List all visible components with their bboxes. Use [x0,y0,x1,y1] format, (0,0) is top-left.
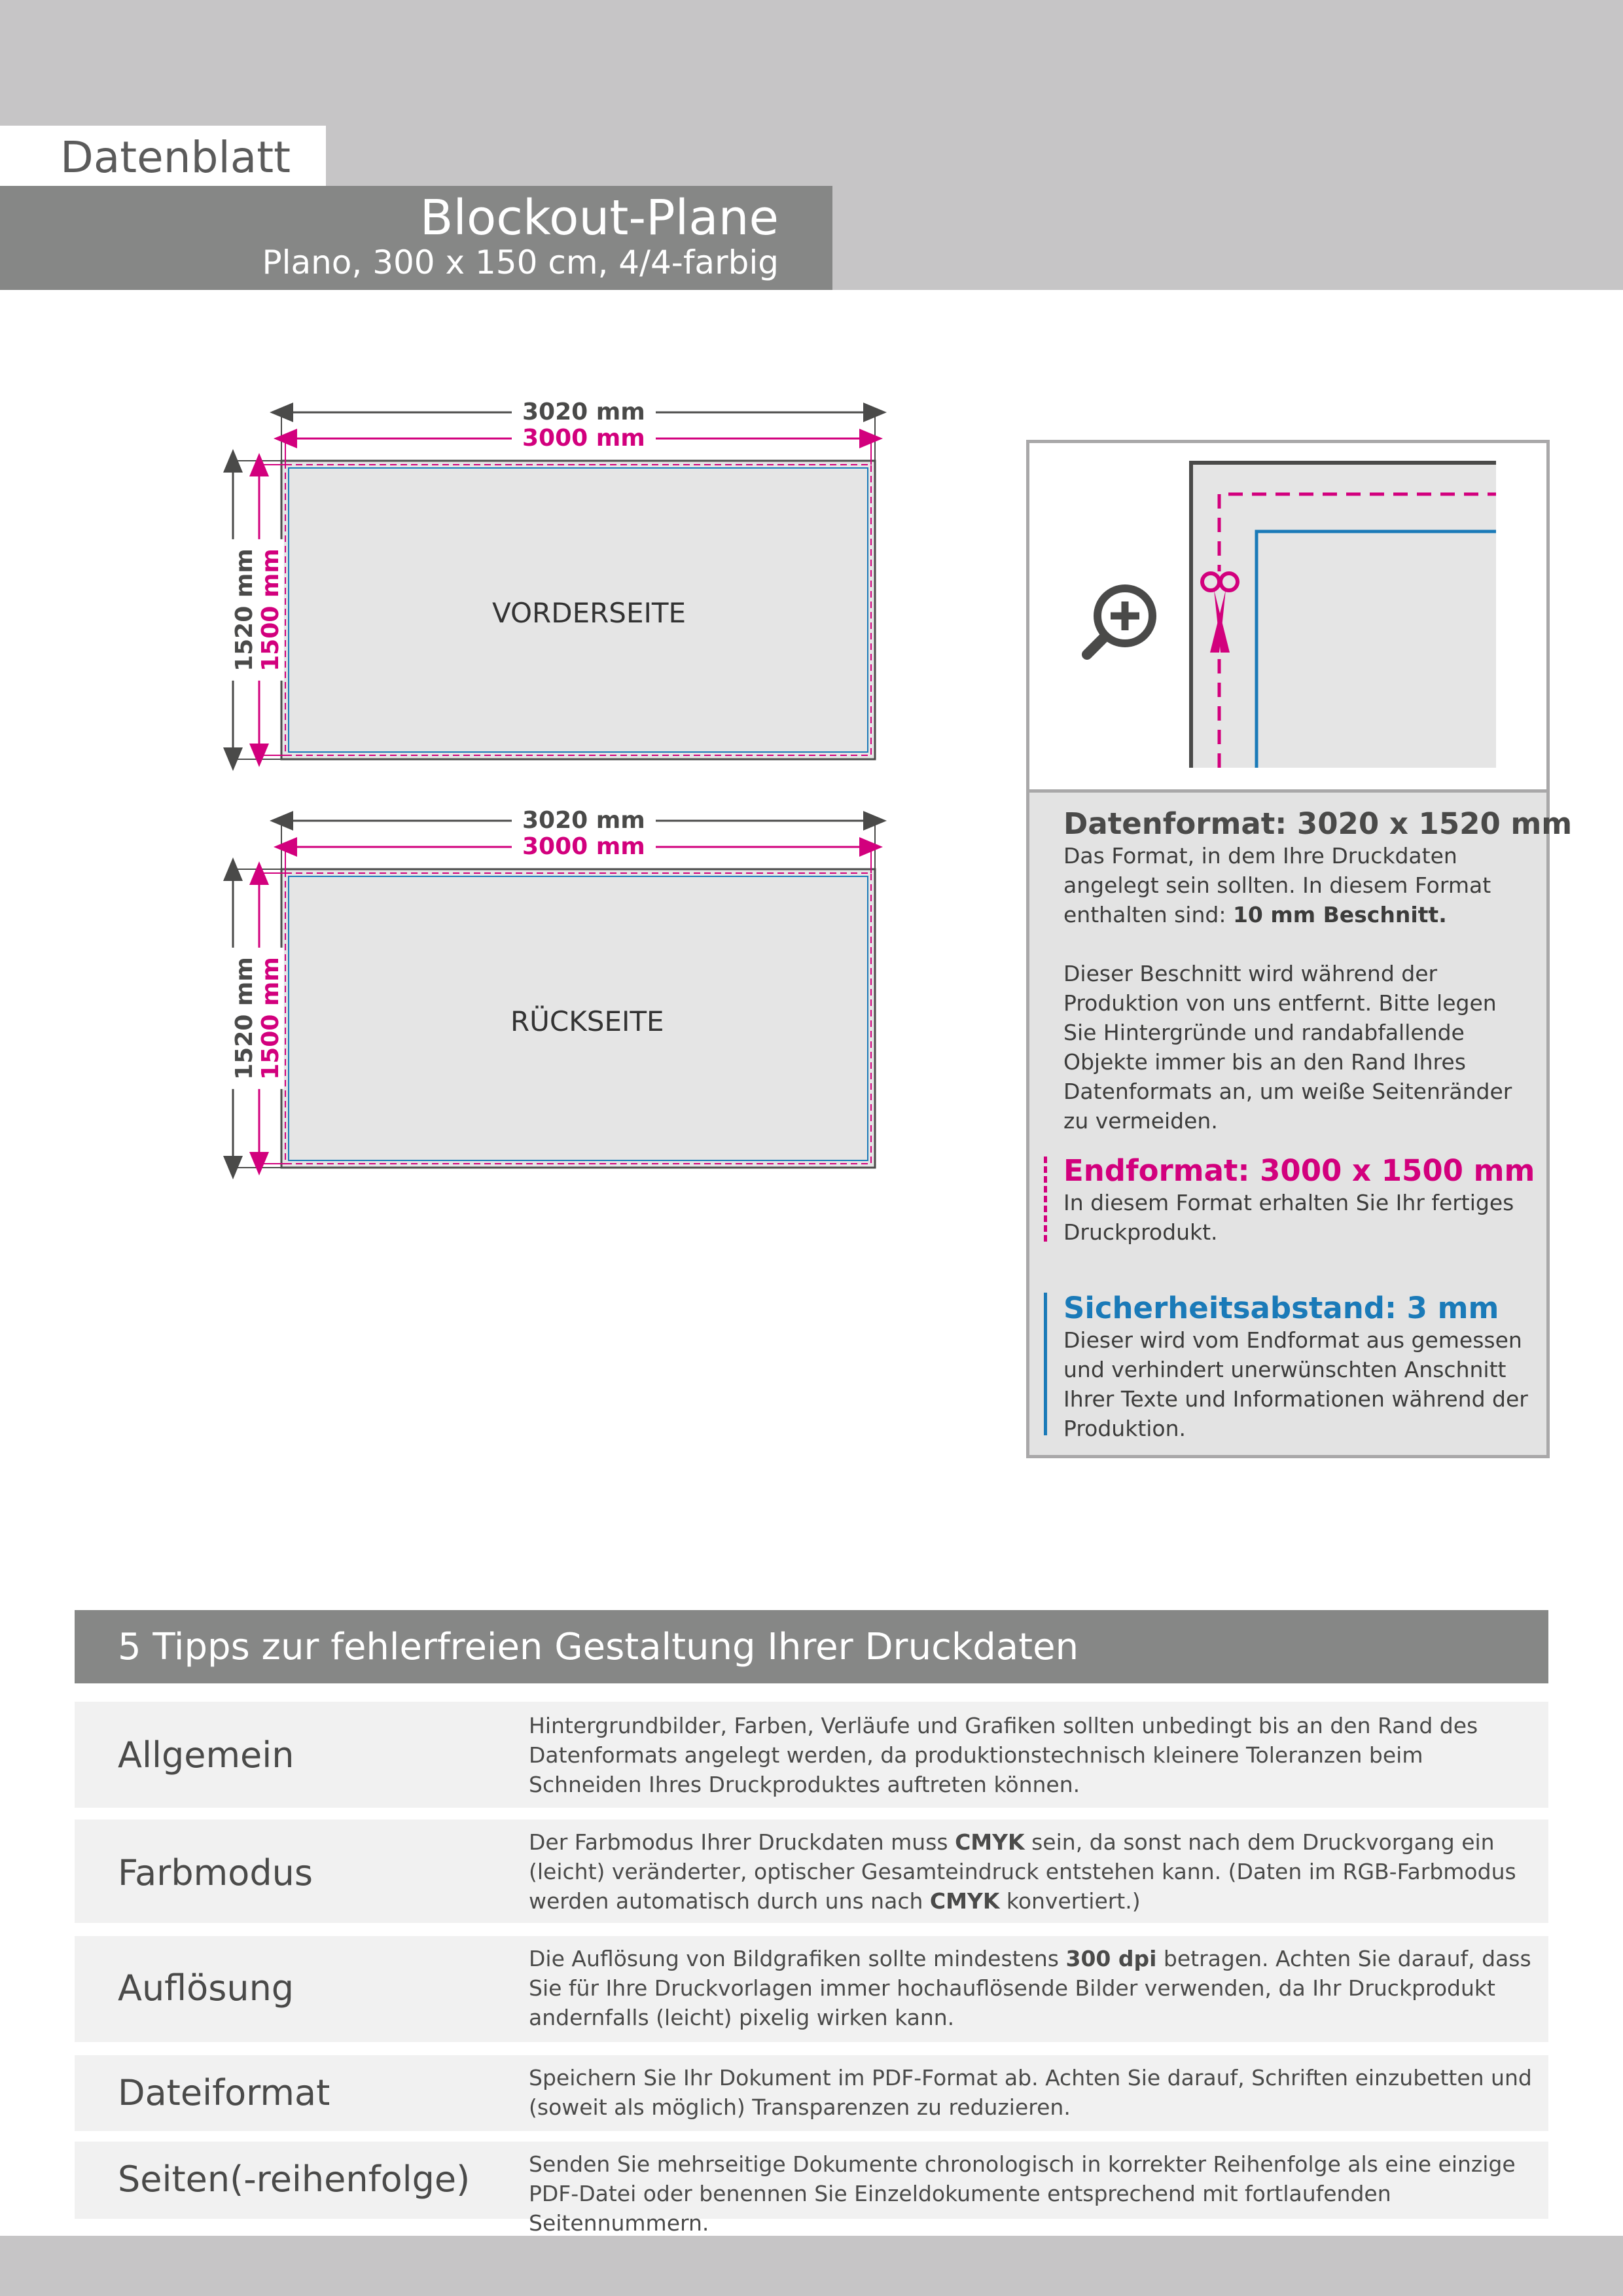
tip-text [529,1827,1537,1916]
width-data-label: 3020 mm [512,808,656,834]
tip-row [75,1936,1548,2042]
datenformat-heading: Datenformat: 3020 x 1520 mm [1063,806,1573,841]
datenformat-section [1063,806,1573,1136]
corner-detail-illustration [1029,443,1546,793]
safety-line-marker [1044,1293,1047,1435]
product-subtitle: Plano, 300 x 150 cm, 4/4-farbig [262,243,779,281]
beschnitt-text: Dieser Beschnitt wird während der Produktion von uns entfernt. Bitte legen Sie Hintergründe und randabfallende Objekte immer bis an den Rand Ihres Datenformats an, um weiße Seitenränder zu vermeiden. [1063,961,1512,1134]
product-title: Blockout-Plane [419,190,779,246]
tip-row [75,1820,1548,1923]
endformat-heading: Endformat: 3000 x 1500 mm [1063,1153,1535,1188]
legend-box [1026,440,1573,1458]
side-label-front: VORDERSEITE [492,597,687,629]
title-box [0,186,832,290]
tip-row [75,1702,1548,1808]
sicherheit-text: Dieser wird vom Endformat aus gemessen und verhindert unerwünschten Anschnitt Ihrer Texte und Informationen während der Produktion. [1063,1327,1528,1441]
document-tag [0,126,326,186]
format-drawing-front [209,399,903,733]
format-drawing-back [209,808,903,1141]
height-final-label: 1500 mm [258,948,284,1089]
tips-heading-bar [75,1610,1548,1683]
width-data-label: 3020 mm [512,399,656,425]
sicherheit-section [1063,1291,1535,1443]
width-final-label: 3000 mm [512,425,656,452]
tip-label: Allgemein [118,1734,294,1776]
height-final-label: 1500 mm [258,539,284,681]
tip-row [75,2055,1548,2131]
endformat-section [1063,1154,1535,1247]
tip-text: Senden Sie mehrseitige Dokumente chronologisch in korrekter Reihenfolge als eine einzige PDF-Datei oder benennen Sie Einzeldokumente entsprechend mit fortlaufenden Seitennummern. [529,2151,1516,2236]
sicherheit-heading: Sicherheitsabstand: 3 mm [1063,1291,1499,1325]
datenformat-text-part: Das Format, in dem Ihre Druckdaten angelegt sein sollten. In diesem Format enthalten sind: [1063,843,1491,927]
cut-line-marker [1044,1157,1047,1242]
height-data-label: 1520 mm [232,539,258,681]
legend-illustration [1029,443,1546,793]
side-label-back: RÜCKSEITE [510,1005,664,1037]
datenformat-text [1063,841,1535,929]
tip-text: Hintergrundbilder, Farben, Verläufe und Grafiken sollten unbedingt bis an den Rand des Datenformats angelegt werden, da produktionstechnisch kleinere Toleranzen beim Schneiden Ihres Druckproduktes auftreten können. [529,1713,1478,1797]
tip-label: Dateiformat [118,2072,330,2113]
tip-text [529,1944,1537,2032]
tip-text-part: betragen. Achten Sie darauf, dass Sie für Ihre Druckvorlagen immer hochauflösende Bilder verwenden, da Ihr Druckprodukt andernfalls (leicht) pixelig wirken kann. [529,1946,1531,2030]
tip-label: Auflösung [118,1967,294,2009]
tip-text-part: Die Auflösung von Bildgrafiken sollte mindestens [529,1946,1066,1971]
tips-heading: 5 Tipps zur fehlerfreien Gestaltung Ihrer Druckdaten [118,1626,1079,1668]
tip-text-bold: 300 dpi [1065,1946,1157,1971]
tip-label: Farbmodus [118,1852,313,1893]
zoom-in-icon [1087,588,1152,655]
tip-text: Speichern Sie Ihr Dokument im PDF-Format ab. Achten Sie darauf, Schriften einzubetten und (soweit als möglich) Transparenzen zu reduzieren. [529,2065,1532,2120]
tip-text-part: sein, da sonst nach dem Druckvorgang ein (leicht) veränderter, optischer Gesamteindruck entstehen kann. (Daten im RGB-Farbmodus werden automatisch durch uns nach [529,1829,1516,1914]
endformat-text: In diesem Format erhalten Sie Ihr fertiges Druckprodukt. [1063,1190,1514,1245]
footer-band [0,2236,1623,2296]
document-tag-label: Datenblatt [60,132,291,183]
height-data-label: 1520 mm [232,948,258,1089]
tip-text-part: Der Farbmodus Ihrer Druckdaten muss [529,1829,955,1855]
tip-text-bold: CMYK [955,1829,1025,1855]
tip-text-part: konvertiert.) [999,1888,1141,1914]
tip-label: Seiten(-reihenfolge) [118,2159,471,2200]
datenformat-text-bold: 10 mm Beschnitt. [1232,902,1447,927]
tip-row [75,2142,1548,2236]
tip-text-bold: CMYK [929,1888,1000,1914]
width-final-label: 3000 mm [512,834,656,860]
